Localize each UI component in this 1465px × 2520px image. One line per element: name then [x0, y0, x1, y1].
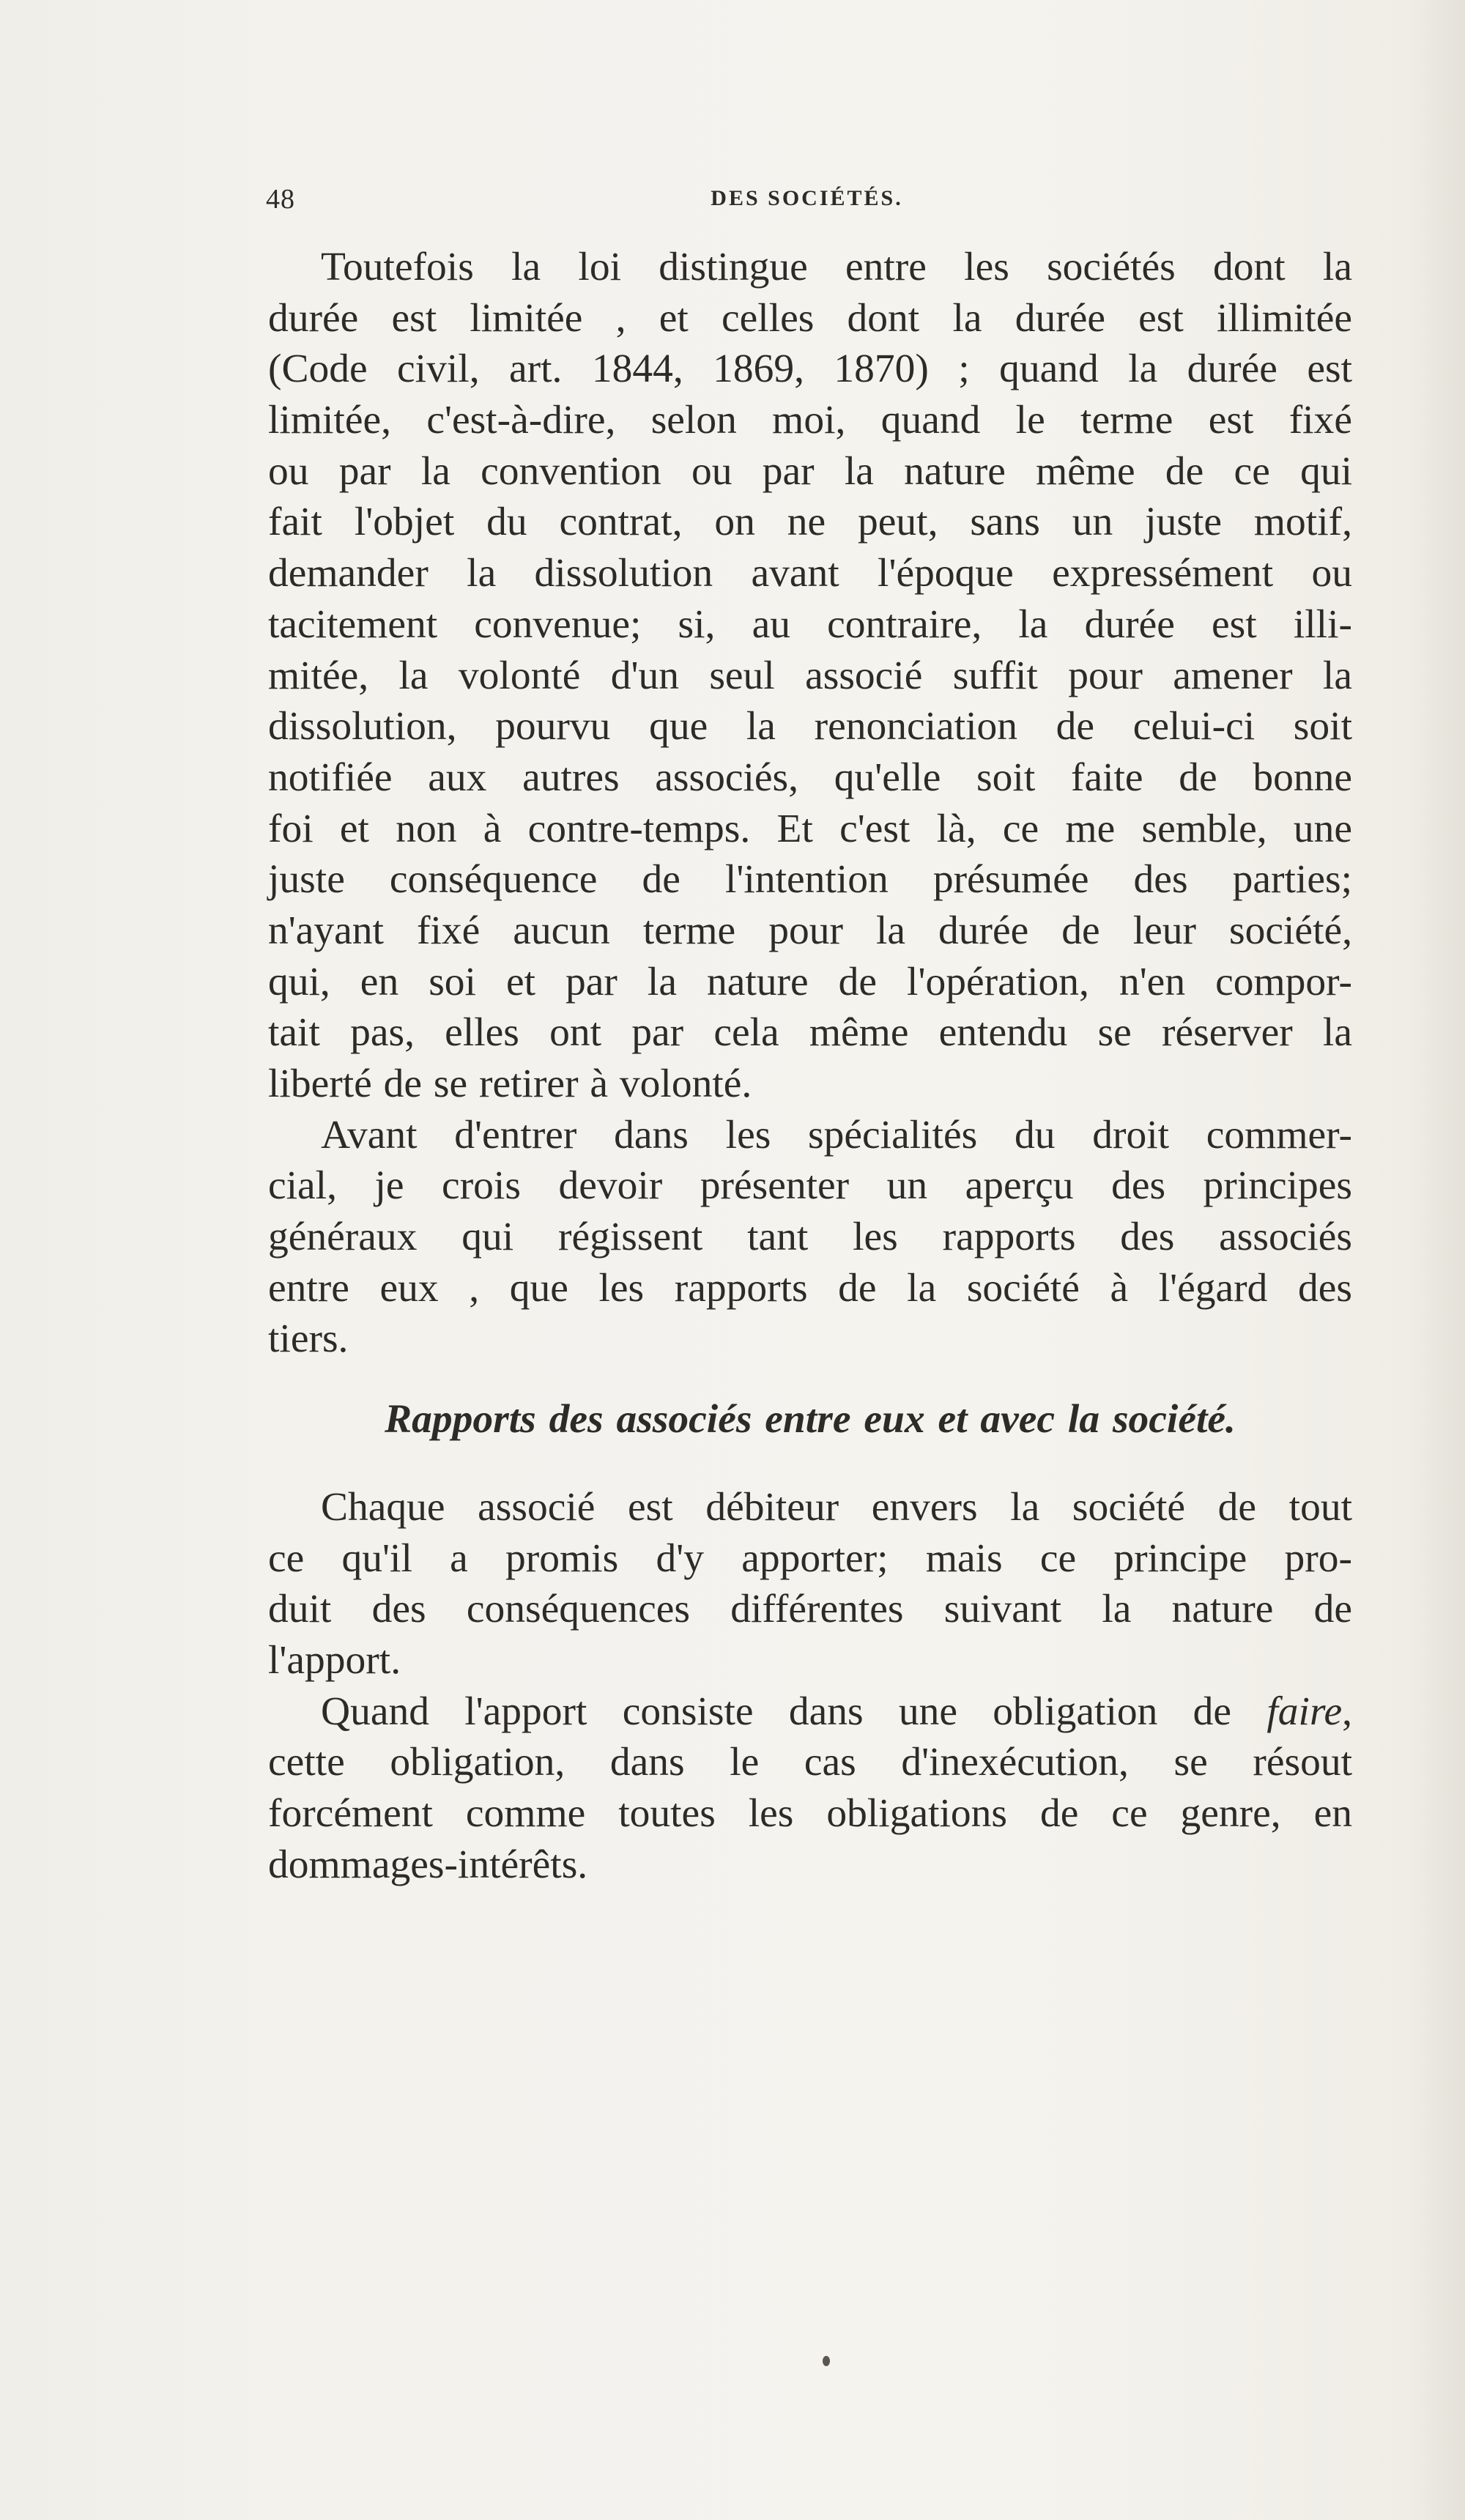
text-line: qui, en soi et par la nature de l'opération, n'en compor-	[268, 959, 1352, 1004]
text-line: l'apport.	[268, 1637, 401, 1683]
section-heading: Rapports des associés entre eux et avec la société.	[385, 1397, 1236, 1442]
paragraph-2	[268, 1110, 1352, 1365]
text-line: durée est limitée , et celles dont la durée est illimitée	[268, 295, 1352, 341]
text-line: dissolution, pourvu que la renonciation de celui-ci soit	[268, 704, 1352, 749]
running-title: DES SOCIÉTÉS.	[711, 186, 903, 210]
paragraph-3	[268, 1482, 1352, 1686]
text-line: mitée, la volonté d'un seul associé suffit pour amener la	[268, 653, 1352, 698]
text-line: Toutefois la loi distingue entre les sociétés dont la	[321, 245, 1352, 289]
text-line: ce qu'il a promis d'y apporter; mais ce principe pro-	[268, 1535, 1352, 1581]
text-run: ,	[1342, 1689, 1352, 1734]
text-line: dommages-intérêts.	[268, 1842, 588, 1887]
text-line: tait pas, elles ont par cela même entendu se réserver la	[268, 1010, 1352, 1056]
text-line: forcément comme toutes les obligations de ce genre, en	[268, 1790, 1352, 1836]
text-line: ou par la convention ou par la nature même de ce qui	[268, 448, 1352, 494]
body-text	[268, 242, 1352, 1890]
text-line: cette obligation, dans le cas d'inexécution, se résout	[268, 1740, 1352, 1785]
text-line: (Code civil, art. 1844, 1869, 1870) ; quand la durée est	[268, 346, 1352, 392]
text-line: tiers.	[268, 1316, 349, 1362]
paragraph-4	[268, 1686, 1352, 1891]
running-head	[266, 183, 1348, 220]
text-line: foi et non à contre-temps. Et c'est là, ce me semble, une	[268, 806, 1352, 851]
text-line: cial, je crois devoir présenter un aperçu des principes	[268, 1163, 1352, 1209]
text-line: juste conséquence de l'intention présumée des parties;	[268, 857, 1352, 903]
text-line: n'ayant fixé aucun terme pour la durée de leur société,	[268, 908, 1352, 953]
paragraph-1	[268, 242, 1352, 1110]
text-line: notifiée aux autres associés, qu'elle soit faite de bonne	[268, 755, 1352, 800]
text-line	[268, 1686, 1352, 1738]
text-line: demander la dissolution avant l'époque expressément ou	[268, 551, 1352, 596]
text-line: Chaque associé est débiteur envers la société de tout	[321, 1484, 1352, 1530]
text-line: entre eux , que les rapports de la société à l'égard des	[268, 1265, 1352, 1311]
text-line: Avant d'entrer dans les spécialités du droit commer-	[321, 1112, 1352, 1157]
italic-word: faire	[1266, 1689, 1343, 1734]
ink-speck	[823, 2356, 830, 2366]
text-line: fait l'objet du contrat, on ne peut, sans un juste motif,	[268, 500, 1352, 545]
text-line: limitée, c'est-à-dire, selon moi, quand le terme est fixé	[268, 398, 1352, 443]
text-run: Quand l'apport consiste dans une obligation de	[321, 1689, 1267, 1734]
page-number: 48	[266, 184, 295, 215]
text-line: tacitement convenue; si, au contraire, la durée est illi-	[268, 601, 1352, 647]
text-line: duit des conséquences différentes suivant la nature de	[268, 1587, 1352, 1632]
text-line: généraux qui régissent tant les rapports des associés	[268, 1215, 1352, 1260]
text-line: liberté de se retirer à volonté.	[268, 1061, 752, 1106]
